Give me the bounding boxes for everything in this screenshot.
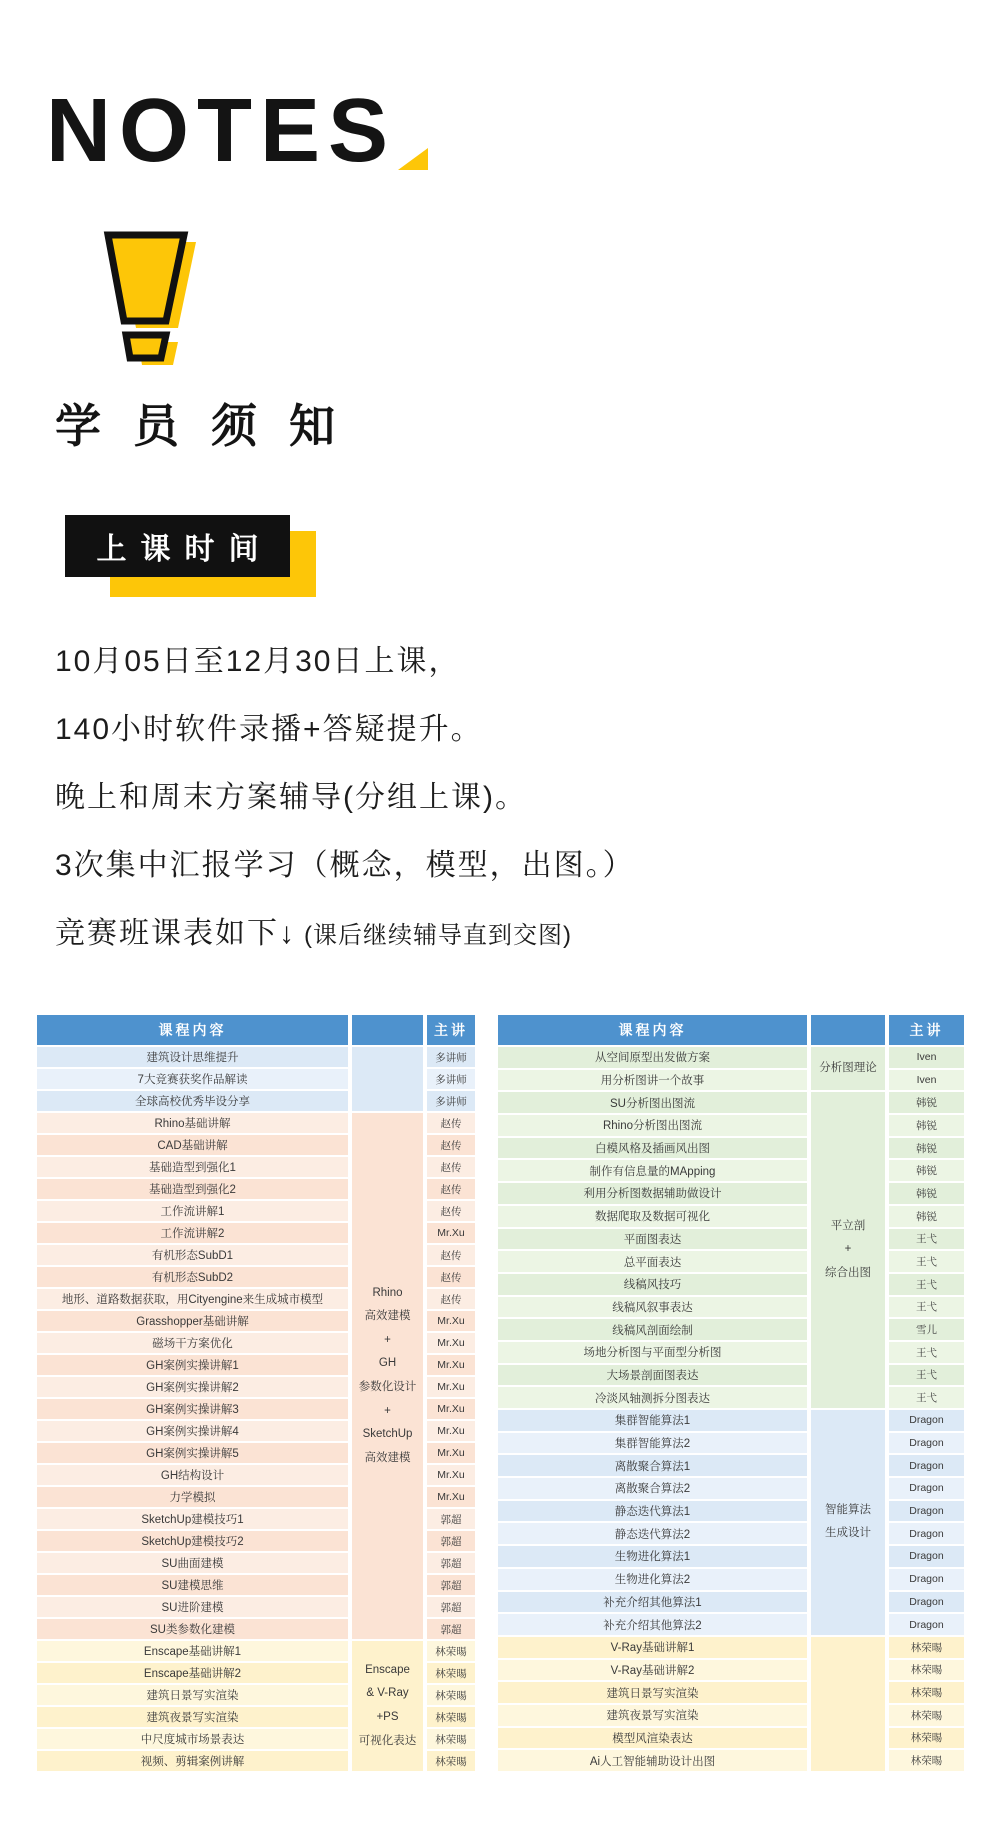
course-cell: Rhino基础讲解 bbox=[37, 1113, 348, 1133]
course-cell: 静态迭代算法1 bbox=[498, 1501, 807, 1522]
course-cell: 有机形态SubD1 bbox=[37, 1245, 348, 1265]
instructor-cell: Mr.Xu bbox=[427, 1421, 475, 1441]
group-label-cell bbox=[811, 1637, 885, 1771]
table-intro-sub: (课后继续辅导直到交图) bbox=[304, 922, 572, 949]
course-cell: 建筑日景写实渲染 bbox=[37, 1685, 348, 1705]
group-label-cell bbox=[811, 1047, 885, 1090]
course-column bbox=[37, 1015, 348, 1771]
group-label-line: + bbox=[384, 1333, 391, 1346]
instructor-cell: Iven bbox=[889, 1047, 964, 1068]
course-table-left bbox=[37, 1015, 475, 1771]
page-title: NOTES bbox=[46, 81, 397, 181]
badge-label: 上课时间 bbox=[65, 515, 290, 577]
instructor-cell: Mr.Xu bbox=[427, 1311, 475, 1331]
group-label-line: 可视化表达 bbox=[358, 1734, 417, 1747]
course-cell: GH案例实操讲解4 bbox=[37, 1421, 348, 1441]
instructor-cell: 多讲师 bbox=[427, 1091, 475, 1111]
course-cell: 地形、道路数据获取，用Cityengine来生成城市模型 bbox=[37, 1289, 348, 1309]
group-label-line: GH bbox=[378, 1357, 397, 1370]
course-cell: 从空间原型出发做方案 bbox=[498, 1047, 807, 1068]
instructor-cell: Dragon bbox=[889, 1455, 964, 1476]
instructor-cell: 王弋 bbox=[889, 1251, 964, 1272]
instructor-cell: 郭超 bbox=[427, 1597, 475, 1617]
course-cell: CAD基础讲解 bbox=[37, 1135, 348, 1155]
course-cell: GH案例实操讲解5 bbox=[37, 1443, 348, 1463]
table-header-course: 课程内容 bbox=[498, 1015, 807, 1045]
group-label-line: & V-Ray bbox=[366, 1687, 409, 1700]
instructor-cell: 赵传 bbox=[427, 1267, 475, 1287]
instructor-cell: 韩锐 bbox=[889, 1206, 964, 1227]
instructor-cell: 林荣晹 bbox=[427, 1751, 475, 1771]
instructor-cell: 王弋 bbox=[889, 1342, 964, 1363]
instructor-cell: 王弋 bbox=[889, 1297, 964, 1318]
table-header-group bbox=[352, 1015, 423, 1045]
instructor-cell: 赵传 bbox=[427, 1135, 475, 1155]
course-cell: Enscape基础讲解1 bbox=[37, 1641, 348, 1661]
group-label-line: 生成设计 bbox=[825, 1527, 871, 1540]
table-header-instructor: 主讲 bbox=[889, 1015, 964, 1045]
course-cell: 生物进化算法1 bbox=[498, 1546, 807, 1567]
course-cell: 补充介绍其他算法2 bbox=[498, 1614, 807, 1635]
table-header-course: 课程内容 bbox=[37, 1015, 348, 1045]
instructor-cell: 林荣晹 bbox=[889, 1728, 964, 1749]
instructor-cell: Dragon bbox=[889, 1592, 964, 1613]
notice-line-1: 10月05日至12月30日上课， bbox=[55, 645, 461, 678]
instructor-cell: 韩锐 bbox=[889, 1115, 964, 1136]
course-cell: SU曲面建模 bbox=[37, 1553, 348, 1573]
course-cell: SU建模思维 bbox=[37, 1575, 348, 1595]
instructor-cell: 林荣晹 bbox=[427, 1729, 475, 1749]
instructor-cell: Mr.Xu bbox=[427, 1333, 475, 1353]
notice-line-3: 晚上和周末方案辅导(分组上课)。 bbox=[55, 781, 527, 814]
instructor-cell: Dragon bbox=[889, 1478, 964, 1499]
course-cell: 工作流讲解2 bbox=[37, 1223, 348, 1243]
group-label-cell bbox=[352, 1641, 423, 1771]
instructor-cell: 郭超 bbox=[427, 1531, 475, 1551]
table-header-instructor: 主讲 bbox=[427, 1015, 475, 1045]
group-label-line: 智能算法 bbox=[825, 1503, 871, 1516]
group-label-cell bbox=[811, 1410, 885, 1635]
instructor-cell: 林荣晹 bbox=[889, 1750, 964, 1771]
instructor-cell: Dragon bbox=[889, 1546, 964, 1567]
group-label-line: + bbox=[844, 1243, 852, 1256]
course-cell: 总平面表达 bbox=[498, 1251, 807, 1272]
instructor-cell: 雪儿 bbox=[889, 1319, 964, 1340]
course-column bbox=[498, 1015, 807, 1771]
instructor-cell: 郭超 bbox=[427, 1575, 475, 1595]
instructor-cell: Dragon bbox=[889, 1569, 964, 1590]
yellow-triangle-icon bbox=[398, 148, 428, 170]
instructor-cell: 王弋 bbox=[889, 1229, 964, 1250]
group-column bbox=[811, 1015, 885, 1771]
exclamation-icon bbox=[100, 231, 220, 376]
instructor-cell: 韩锐 bbox=[889, 1183, 964, 1204]
group-label-line: 高效建模 bbox=[364, 1310, 411, 1323]
table-header-group bbox=[811, 1015, 885, 1045]
instructor-cell: Mr.Xu bbox=[427, 1487, 475, 1507]
course-cell: V-Ray基础讲解1 bbox=[498, 1637, 807, 1658]
course-cell: 离散聚合算法1 bbox=[498, 1455, 807, 1476]
instructor-cell: Dragon bbox=[889, 1614, 964, 1635]
group-label-line: SketchUp bbox=[362, 1428, 413, 1441]
course-cell: GH结构设计 bbox=[37, 1465, 348, 1485]
course-cell: 线稿风剖面绘制 bbox=[498, 1319, 807, 1340]
course-cell: 数据爬取及数据可视化 bbox=[498, 1206, 807, 1227]
course-cell: 平面图表达 bbox=[498, 1229, 807, 1250]
group-label-line: Enscape bbox=[365, 1663, 410, 1676]
group-label-line: 高效建模 bbox=[364, 1451, 411, 1464]
course-cell: 利用分析图数据辅助做设计 bbox=[498, 1183, 807, 1204]
instructor-cell: 郭超 bbox=[427, 1553, 475, 1573]
course-cell: 工作流讲解1 bbox=[37, 1201, 348, 1221]
group-label-line: +PS bbox=[376, 1711, 399, 1723]
course-cell: SketchUp建模技巧1 bbox=[37, 1509, 348, 1529]
instructor-column bbox=[427, 1015, 475, 1771]
instructor-cell: 王弋 bbox=[889, 1387, 964, 1408]
course-cell: 7大竞赛获奖作品解读 bbox=[37, 1069, 348, 1089]
course-cell: 建筑日景写实渲染 bbox=[498, 1682, 807, 1703]
course-cell: SketchUp建模技巧2 bbox=[37, 1531, 348, 1551]
group-label-line: + bbox=[384, 1404, 391, 1417]
instructor-column bbox=[889, 1015, 964, 1771]
instructor-cell: 韩锐 bbox=[889, 1160, 964, 1181]
instructor-cell: 林荣晹 bbox=[889, 1637, 964, 1658]
instructor-cell: Dragon bbox=[889, 1410, 964, 1431]
instructor-cell: 赵传 bbox=[427, 1157, 475, 1177]
instructor-cell: Iven bbox=[889, 1070, 964, 1091]
course-cell: 大场景剖面图表达 bbox=[498, 1365, 807, 1386]
course-cell: 制作有信息量的MApping bbox=[498, 1160, 807, 1181]
instructor-cell: Dragon bbox=[889, 1523, 964, 1544]
course-cell: 中尺度城市场景表达 bbox=[37, 1729, 348, 1749]
course-cell: Rhino分析图出图流 bbox=[498, 1115, 807, 1136]
course-cell: Enscape基础讲解2 bbox=[37, 1663, 348, 1683]
instructor-cell: 林荣晹 bbox=[427, 1685, 475, 1705]
instructor-cell: Mr.Xu bbox=[427, 1443, 475, 1463]
instructor-cell: 韩锐 bbox=[889, 1138, 964, 1159]
group-label-line: 分析图理论 bbox=[819, 1061, 877, 1074]
instructor-cell: 韩锐 bbox=[889, 1092, 964, 1113]
instructor-cell: 王弋 bbox=[889, 1365, 964, 1386]
group-label-cell bbox=[352, 1113, 423, 1639]
course-cell: Grasshopper基础讲解 bbox=[37, 1311, 348, 1331]
instructor-cell: 多讲师 bbox=[427, 1047, 475, 1067]
instructor-cell: Mr.Xu bbox=[427, 1355, 475, 1375]
course-cell: V-Ray基础讲解2 bbox=[498, 1660, 807, 1681]
instructor-cell: 林荣晹 bbox=[427, 1707, 475, 1727]
course-cell: SU进阶建模 bbox=[37, 1597, 348, 1617]
course-cell: 用分析图讲一个故事 bbox=[498, 1070, 807, 1091]
instructor-cell: 多讲师 bbox=[427, 1069, 475, 1089]
course-cell: 离散聚合算法2 bbox=[498, 1478, 807, 1499]
group-label-cell bbox=[811, 1092, 885, 1408]
group-label-line: 平立剖 bbox=[830, 1219, 866, 1232]
group-label-cell bbox=[352, 1047, 423, 1111]
instructor-cell: 赵传 bbox=[427, 1289, 475, 1309]
course-cell: 冷淡风轴测拆分图表达 bbox=[498, 1387, 807, 1408]
course-table-right bbox=[498, 1015, 964, 1771]
instructor-cell: 王弋 bbox=[889, 1274, 964, 1295]
course-cell: 白模风格及插画风出图 bbox=[498, 1138, 807, 1159]
course-cell: GH案例实操讲解2 bbox=[37, 1377, 348, 1397]
instructor-cell: 林荣晹 bbox=[427, 1641, 475, 1661]
instructor-cell: Mr.Xu bbox=[427, 1465, 475, 1485]
course-cell: 生物进化算法2 bbox=[498, 1569, 807, 1590]
course-cell: 集群智能算法2 bbox=[498, 1433, 807, 1454]
course-cell: 模型风渲染表达 bbox=[498, 1728, 807, 1749]
course-cell: 线稿风叙事表达 bbox=[498, 1297, 807, 1318]
course-cell: 基础造型到强化2 bbox=[37, 1179, 348, 1199]
course-cell: GH案例实操讲解1 bbox=[37, 1355, 348, 1375]
course-cell: GH案例实操讲解3 bbox=[37, 1399, 348, 1419]
course-cell: 线稿风技巧 bbox=[498, 1274, 807, 1295]
course-cell: 静态迭代算法2 bbox=[498, 1523, 807, 1544]
instructor-cell: 赵传 bbox=[427, 1201, 475, 1221]
table-intro bbox=[55, 908, 572, 952]
course-cell: 力学模拟 bbox=[37, 1487, 348, 1507]
instructor-cell: 林荣晹 bbox=[889, 1660, 964, 1681]
section-title: 学员须知 bbox=[55, 400, 367, 452]
course-cell: 有机形态SubD2 bbox=[37, 1267, 348, 1287]
instructor-cell: Mr.Xu bbox=[427, 1399, 475, 1419]
instructor-cell: 林荣晹 bbox=[889, 1682, 964, 1703]
instructor-cell: Dragon bbox=[889, 1501, 964, 1522]
instructor-cell: Mr.Xu bbox=[427, 1377, 475, 1397]
group-label-line: Rhino bbox=[372, 1286, 403, 1299]
course-cell: 磁场干方案优化 bbox=[37, 1333, 348, 1353]
course-cell: 补充介绍其他算法1 bbox=[498, 1592, 807, 1613]
course-cell: 集群智能算法1 bbox=[498, 1410, 807, 1431]
group-label-line: 参数化设计 bbox=[358, 1381, 417, 1393]
course-cell: 基础造型到强化1 bbox=[37, 1157, 348, 1177]
course-cell: 建筑夜景写实渲染 bbox=[37, 1707, 348, 1727]
instructor-cell: 赵传 bbox=[427, 1113, 475, 1133]
instructor-cell: 林荣晹 bbox=[889, 1705, 964, 1726]
course-cell: 建筑夜景写实渲染 bbox=[498, 1705, 807, 1726]
instructor-cell: 郭超 bbox=[427, 1619, 475, 1639]
instructor-cell: 林荣晹 bbox=[427, 1663, 475, 1683]
instructor-cell: Dragon bbox=[889, 1433, 964, 1454]
notice-line-4: 3次集中汇报学习（概念，模型，出图。） bbox=[55, 849, 635, 882]
course-cell: SU类参数化建模 bbox=[37, 1619, 348, 1639]
group-label-line: 综合出图 bbox=[825, 1266, 871, 1279]
course-cell: Ai人工智能辅助设计出图 bbox=[498, 1750, 807, 1771]
instructor-cell: 赵传 bbox=[427, 1179, 475, 1199]
course-cell: 视频、剪辑案例讲解 bbox=[37, 1751, 348, 1771]
instructor-cell: 赵传 bbox=[427, 1245, 475, 1265]
course-cell: 建筑设计思维提升 bbox=[37, 1047, 348, 1067]
group-column bbox=[352, 1015, 423, 1771]
course-cell: 场地分析图与平面型分析图 bbox=[498, 1342, 807, 1363]
instructor-cell: 郭超 bbox=[427, 1509, 475, 1529]
table-intro-main: 竞赛班课表如下↓ bbox=[55, 917, 296, 950]
course-cell: SU分析图出图流 bbox=[498, 1092, 807, 1113]
class-time-badge bbox=[65, 515, 290, 577]
course-cell: 全球高校优秀毕设分享 bbox=[37, 1091, 348, 1111]
notice-line-2: 140小时软件录播+答疑提升。 bbox=[55, 713, 483, 746]
instructor-cell: Mr.Xu bbox=[427, 1223, 475, 1243]
